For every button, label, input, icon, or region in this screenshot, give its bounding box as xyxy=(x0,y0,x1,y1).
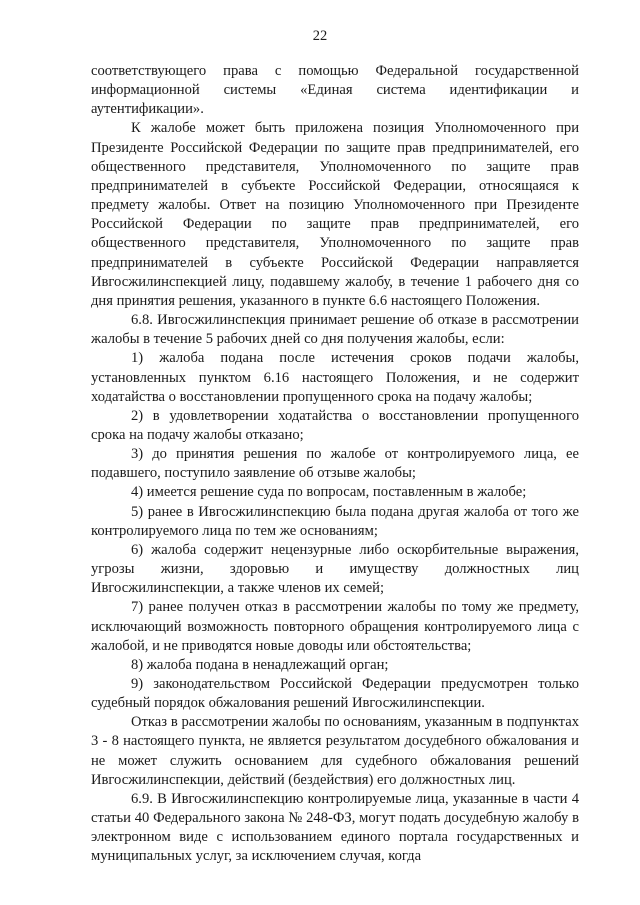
paragraph: 1) жалоба подана после истечения сроков подачи жалобы, установленных пунктом 6.16 настоящего Положения, и не содержит ходатайства о восстановлении пропущенного срока на подачу жалобы; xyxy=(91,350,579,405)
paragraph: 6) жалоба содержит нецензурные либо оскорбительные выражения, угрозы жизни, здоровью и имуществу должностных лиц Ивгосжилинспекции, а также членов их семей; xyxy=(91,541,579,597)
paragraph: 6.9. В Ивгосжилинспекцию контролируемые лица, указанные в части 4 статьи 40 Федерального закона № 248-ФЗ, могут подать досудебную жалобу в электронном виде с использованием единого портала государственных и муниципальных услуг, за исключением случая, когда xyxy=(91,790,579,865)
paragraph: 6.8. Ивгосжилинспекция принимает решение об отказе в рассмотрении жалобы в течение 5 рабочих дней со дня получения жалобы, если: xyxy=(91,312,579,348)
paragraph: 7) ранее получен отказ в рассмотрении жалобы по тому же предмету, исключающий возможность повторного обращения контролируемого лица с жалобой, и не приводятся новые доводы или обстоятельства; xyxy=(91,599,579,654)
paragraph: 9) законодательством Российской Федерации предусмотрен только судебный порядок обжалования решений Ивгосжилинспекции. xyxy=(91,676,579,712)
paragraph: 5) ранее в Ивгосжилинспекцию была подана другая жалоба от того же контролируемого лица по тем же основаниям; xyxy=(91,503,579,539)
paragraph: К жалобе может быть приложена позиция Уполномоченного при Президенте Российской Федерации по защите прав предпринимателей, его общественного представителя, Уполномоченного по защите прав предпринимателей в субъекте Российской Федерации, относящаяся к предмету жалобы. Ответ на позицию Уполномоченного при Президенте Российской Федерации по защите прав предпринимателей, его общественного представителя, Уполномоченного по защите прав предпринимателей в субъекте Российской Федерации направляется Ивгосжилинспекцией лицу, подавшему жалобу, в течение 1 рабочего дня со дня принятия решения, указанного в пункте 6.6 настоящего Положения. xyxy=(91,120,579,309)
paragraph: 3) до принятия решения по жалобе от контролируемого лица, ее подавшего, поступило заявление об отзыве жалобы; xyxy=(91,446,579,482)
document-body xyxy=(91,62,579,867)
paragraph: Отказ в рассмотрении жалобы по основаниям, указанным в подпунктах 3 - 8 настоящего пункта, не является результатом досудебного обжалования и не может служить основанием для судебного обжалования решений Ивгосжилинспекции, действий (бездействия) его должностных лиц. xyxy=(91,714,579,788)
paragraph: 2) в удовлетворении ходатайства о восстановлении пропущенного срока на подачу жалобы отказано; xyxy=(91,407,579,443)
paragraph: 8) жалоба подана в ненадлежащий орган; xyxy=(131,656,389,673)
page-number: 22 xyxy=(312,28,328,44)
paragraph: 4) имеется решение суда по вопросам, поставленным в жалобе; xyxy=(131,484,527,501)
paragraph: соответствующего права с помощью Федеральной государственной информационной системы «Единая система идентификации и аутентификации». xyxy=(91,63,579,118)
